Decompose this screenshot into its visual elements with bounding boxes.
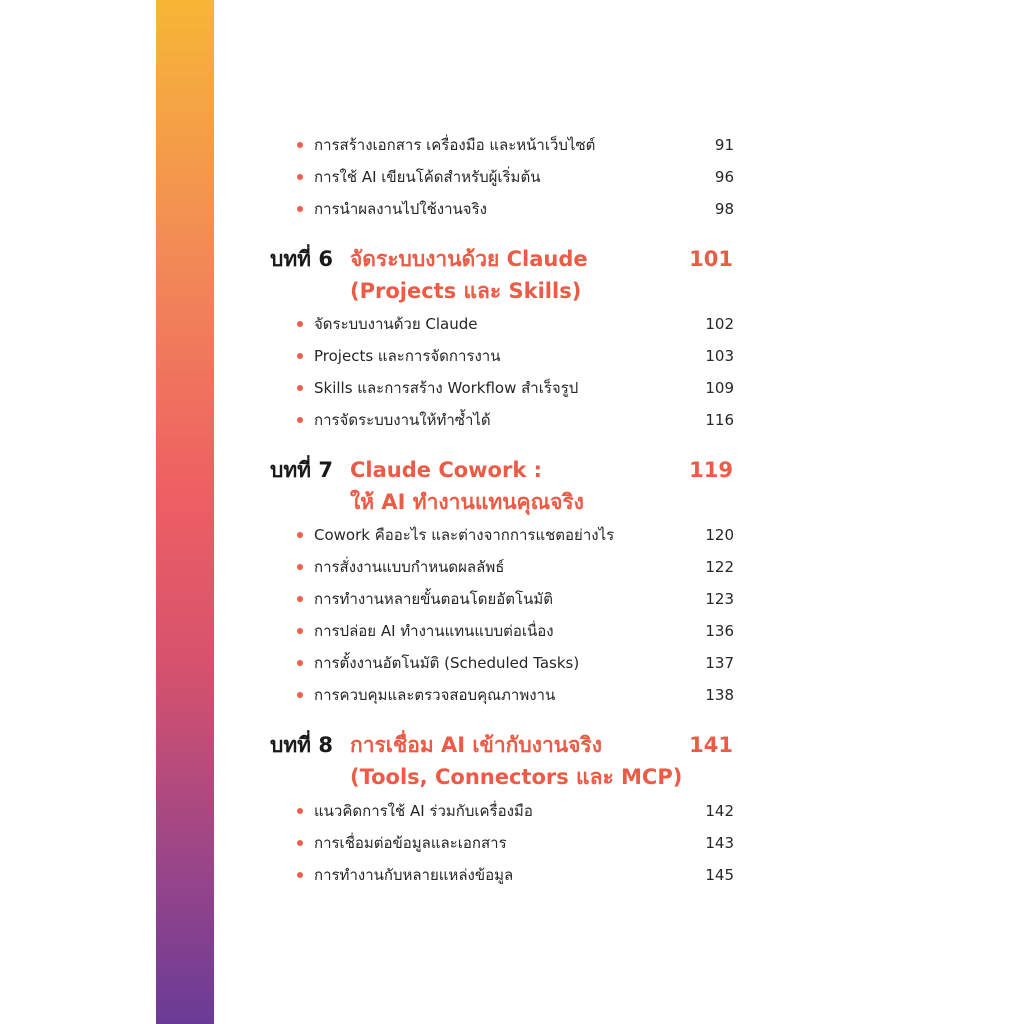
bullet-icon: [297, 142, 303, 148]
toc-item-page: 122: [705, 558, 734, 576]
toc-item-page: 123: [705, 590, 734, 608]
toc-item[interactable]: [297, 680, 734, 710]
bullet-icon: [297, 596, 303, 602]
chapter-title: การเชื่อม AI เข้ากับงานจริง: [350, 733, 602, 757]
toc-item-page: 103: [705, 347, 734, 365]
toc-item[interactable]: [297, 162, 734, 192]
toc-item-page: 143: [705, 834, 734, 852]
chapter-page: 101: [689, 247, 733, 271]
chapter-label: บทที่ 8: [270, 733, 333, 757]
chapter-page: 119: [689, 458, 733, 482]
bullet-icon: [297, 353, 303, 359]
bullet-icon: [297, 840, 303, 846]
toc-item-page: 136: [705, 622, 734, 640]
chapter-label: บทที่ 7: [270, 458, 333, 482]
toc-item[interactable]: [297, 373, 734, 403]
chapter-subtitle: ให้ AI ทำงานแทนคุณจริง: [350, 490, 584, 514]
toc-item[interactable]: [297, 796, 734, 826]
toc-item-page: 96: [714, 168, 734, 186]
chapter-heading-6[interactable]: [270, 243, 733, 307]
toc-item-title: การเชื่อมต่อข้อมูลและเอกสาร: [314, 834, 507, 852]
toc-item-title: การสั่งงานแบบกำหนดผลลัพธ์: [314, 558, 505, 576]
chapter-subtitle: (Projects และ Skills): [350, 279, 582, 303]
toc-item-title: การจัดระบบงานให้ทำซ้ำได้: [314, 411, 491, 429]
bullet-icon: [297, 872, 303, 878]
toc-item-title: จัดระบบงานด้วย Claude: [314, 315, 478, 333]
chapter-subtitle: (Tools, Connectors และ MCP): [350, 765, 683, 789]
toc-item-title: การทำงานกับหลายแหล่งข้อมูล: [314, 866, 514, 884]
toc-item-title: การทำงานหลายขั้นตอนโดยอัตโนมัติ: [314, 590, 553, 608]
toc-item[interactable]: [297, 648, 734, 678]
bullet-icon: [297, 564, 303, 570]
toc-item-page: 109: [705, 379, 734, 397]
toc-item[interactable]: [297, 520, 734, 550]
toc-item[interactable]: [297, 552, 734, 582]
toc-item[interactable]: [297, 584, 734, 614]
toc-item[interactable]: [297, 309, 734, 339]
toc-item-page: 137: [705, 654, 734, 672]
chapter-title: จัดระบบงานด้วย Claude: [350, 247, 588, 271]
bullet-icon: [297, 174, 303, 180]
bullet-icon: [297, 808, 303, 814]
toc-item-title: การใช้ AI เขียนโค้ดสำหรับผู้เริ่มต้น: [314, 168, 541, 186]
toc-item-title: แนวคิดการใช้ AI ร่วมกับเครื่องมือ: [314, 802, 533, 820]
toc-item-page: 98: [714, 200, 734, 218]
toc-item[interactable]: [297, 828, 734, 858]
bullet-icon: [297, 692, 303, 698]
toc-item[interactable]: [297, 860, 734, 890]
toc-item-page: 145: [705, 866, 734, 884]
toc-item-page: 120: [705, 526, 734, 544]
toc-item[interactable]: [297, 130, 734, 160]
toc-item[interactable]: [297, 616, 734, 646]
toc-item-title: การนำผลงานไปใช้งานจริง: [314, 200, 487, 218]
chapter-page: 141: [689, 733, 733, 757]
bullet-icon: [297, 628, 303, 634]
toc-item-title: การควบคุมและตรวจสอบคุณภาพงาน: [314, 686, 556, 704]
toc-item-title: การตั้งงานอัตโนมัติ (Scheduled Tasks): [314, 654, 580, 672]
chapter-heading-8[interactable]: [270, 729, 733, 793]
bullet-icon: [297, 417, 303, 423]
toc-item-page: 102: [705, 315, 734, 333]
toc-item[interactable]: [297, 341, 734, 371]
toc-item-title: Projects และการจัดการงาน: [314, 347, 501, 365]
toc-item-page: 91: [714, 136, 734, 154]
toc-item-title: การปล่อย AI ทำงานแทนแบบต่อเนื่อง: [314, 622, 554, 640]
bullet-icon: [297, 206, 303, 212]
bullet-icon: [297, 385, 303, 391]
toc-item-page: 138: [705, 686, 734, 704]
bullet-icon: [297, 660, 303, 666]
toc-item[interactable]: [297, 194, 734, 224]
chapter-title: Claude Cowork :: [350, 458, 543, 482]
toc-item[interactable]: [297, 405, 734, 435]
toc-item-page: 116: [705, 411, 734, 429]
toc-item-title: Cowork คืออะไร และต่างจากการแชตอย่างไร: [314, 526, 615, 544]
toc-item-title: Skills และการสร้าง Workflow สำเร็จรูป: [314, 379, 579, 397]
bullet-icon: [297, 532, 303, 538]
bullet-icon: [297, 321, 303, 327]
toc-item-page: 142: [705, 802, 734, 820]
chapter-label: บทที่ 6: [270, 247, 333, 271]
toc-item-title: การสร้างเอกสาร เครื่องมือ และหน้าเว็บไซต์: [314, 136, 596, 154]
chapter-heading-7[interactable]: [270, 454, 733, 518]
